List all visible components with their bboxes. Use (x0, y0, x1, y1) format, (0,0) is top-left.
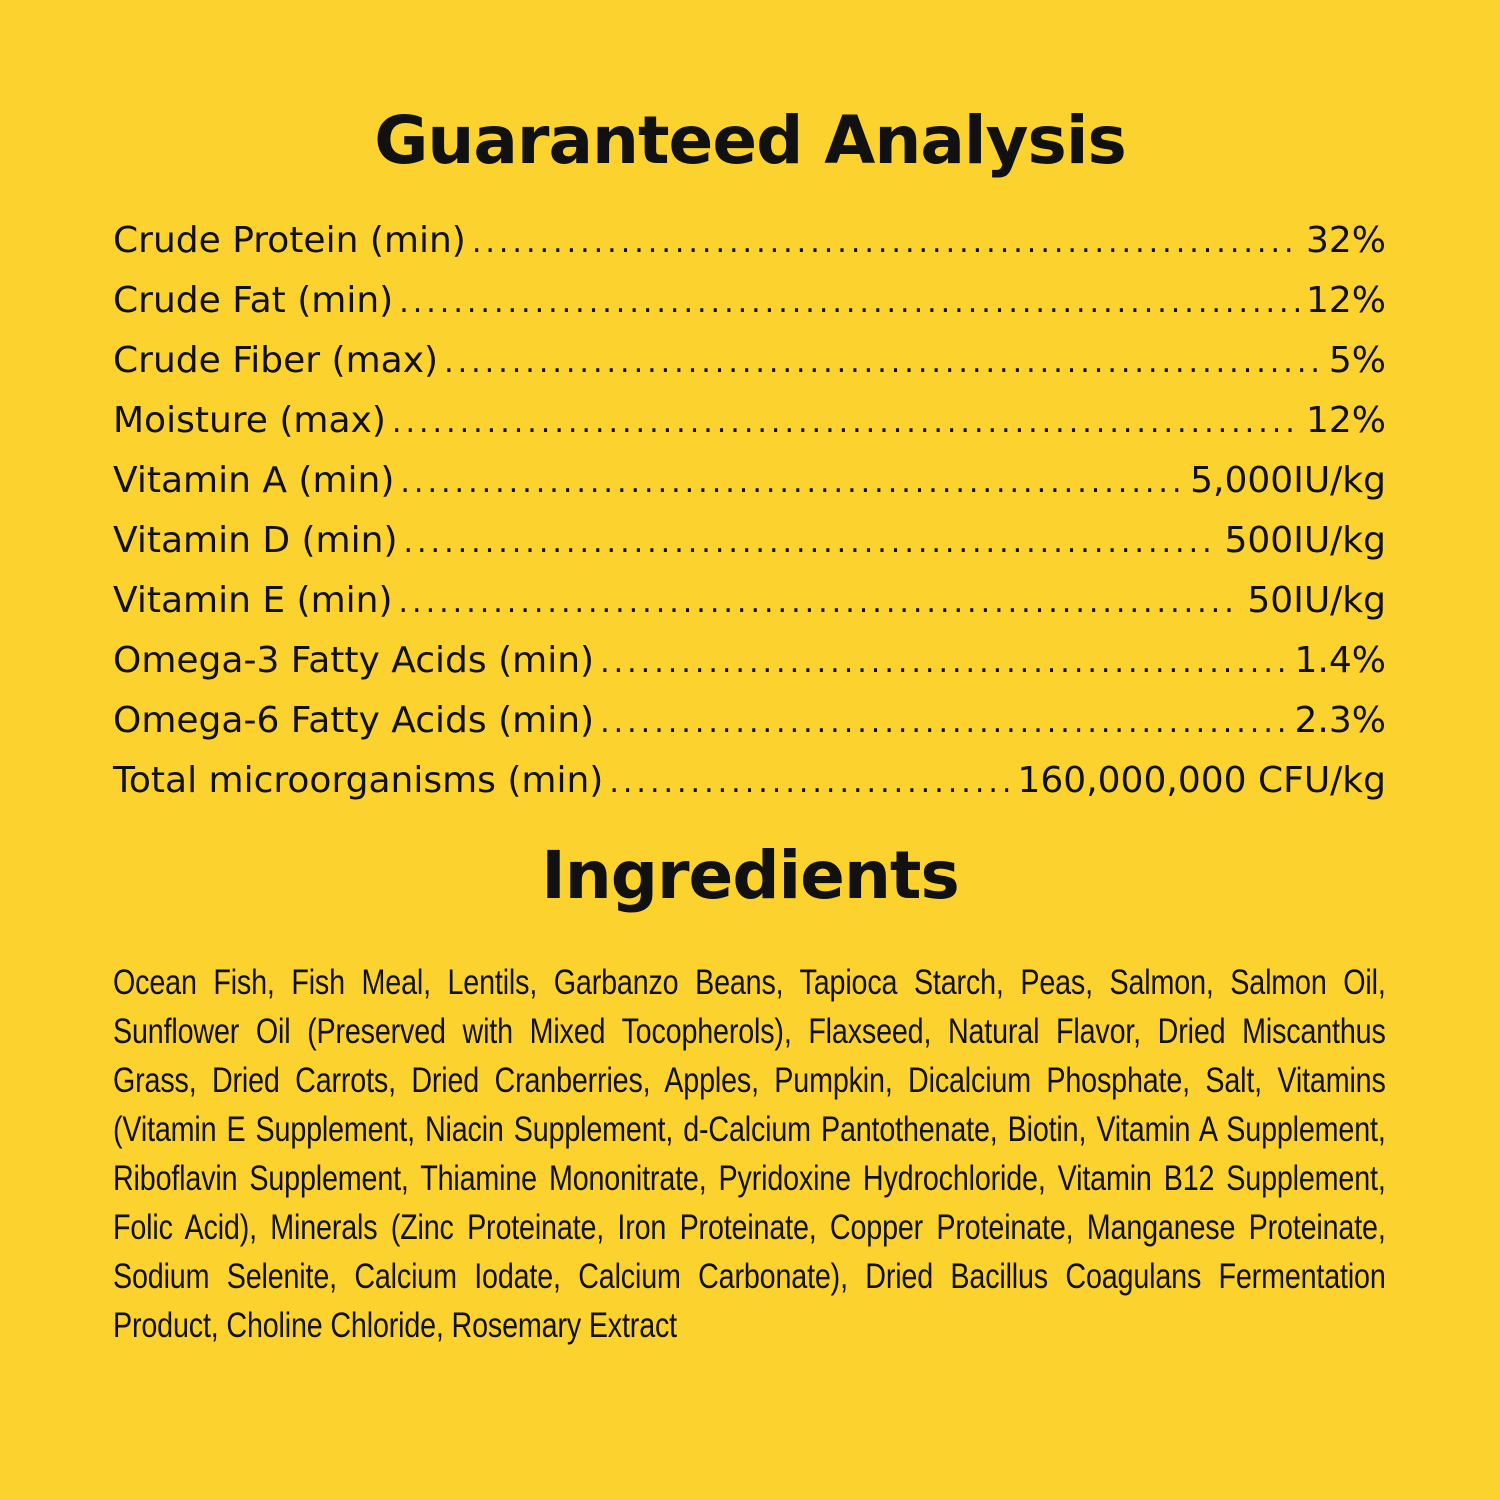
analysis-row (113, 280, 1386, 340)
analysis-row (113, 760, 1386, 820)
analysis-row (113, 580, 1386, 640)
dot-leader (600, 645, 1288, 680)
analysis-value: 12% (1305, 280, 1386, 321)
analysis-value: 2.3% (1294, 700, 1386, 741)
guaranteed-analysis-table (113, 220, 1386, 820)
analysis-row (113, 460, 1386, 520)
analysis-row (113, 340, 1386, 400)
analysis-value: 1.4% (1294, 640, 1386, 681)
analysis-label: Omega-3 Fatty Acids (min) (113, 640, 595, 681)
analysis-row (113, 520, 1386, 580)
analysis-label: Crude Fat (min) (113, 280, 394, 321)
analysis-label: Vitamin D (min) (113, 520, 398, 561)
analysis-label: Omega-6 Fatty Acids (min) (113, 700, 595, 741)
analysis-label: Vitamin E (min) (113, 580, 393, 621)
dot-leader (399, 585, 1242, 620)
analysis-value: 12% (1305, 400, 1386, 441)
ingredients-heading: Ingredients (541, 837, 959, 914)
analysis-value: 32% (1305, 220, 1386, 261)
analysis-label: Moisture (max) (113, 400, 386, 441)
analysis-label: Total microorganisms (min) (113, 760, 604, 801)
dot-leader (600, 705, 1288, 740)
dot-leader (403, 525, 1218, 560)
dot-leader (609, 765, 1011, 800)
dot-leader (399, 285, 1300, 320)
dot-leader (392, 405, 1300, 440)
dot-leader (400, 465, 1184, 500)
analysis-row (113, 700, 1386, 760)
dot-leader (444, 345, 1323, 380)
analysis-value: 50IU/kg (1247, 580, 1386, 621)
analysis-value: 5,000IU/kg (1190, 460, 1386, 501)
analysis-value: 500IU/kg (1224, 520, 1386, 561)
dot-leader (472, 225, 1300, 260)
analysis-label: Vitamin A (min) (113, 460, 395, 501)
ingredients-list: Ocean Fish, Fish Meal, Lentils, Garbanzo Beans, Tapioca Starch, Peas, Salmon, Salmon Oil, Sunflower Oil (Preserved with Mixed Tocopherols), Flaxseed, Natural Flavor, Dried Miscanthus Grass, Dried Carrots, Dried Cranberries, Apples, Pumpkin, Dicalcium Phosphate, Salt, Vitamins (Vitamin E Supplement, Niacin Supplement, d-Calcium Pantothenate, Biotin, Vitamin A Supplement, Riboflavin Supplement, Thiamine Mononitrate, Pyridoxine Hydrochloride, Vitamin B12 Supplement, Folic Acid), Minerals (Zinc Proteinate, Iron Proteinate, Copper Proteinate, Manganese Proteinate, Sodium Selenite, Calcium Iodate, Calcium Carbonate), Dried Bacillus Coagulans Fermentation Product, Choline Chloride, Rosemary Extract (113, 963, 1386, 1345)
analysis-row (113, 640, 1386, 700)
analysis-label: Crude Protein (min) (113, 220, 466, 261)
guaranteed-analysis-heading: Guaranteed Analysis (374, 102, 1126, 179)
analysis-value: 160,000,000 CFU/kg (1017, 760, 1386, 801)
analysis-label: Crude Fiber (max) (113, 340, 439, 381)
analysis-row (113, 220, 1386, 280)
analysis-row (113, 400, 1386, 460)
analysis-value: 5% (1328, 340, 1386, 381)
